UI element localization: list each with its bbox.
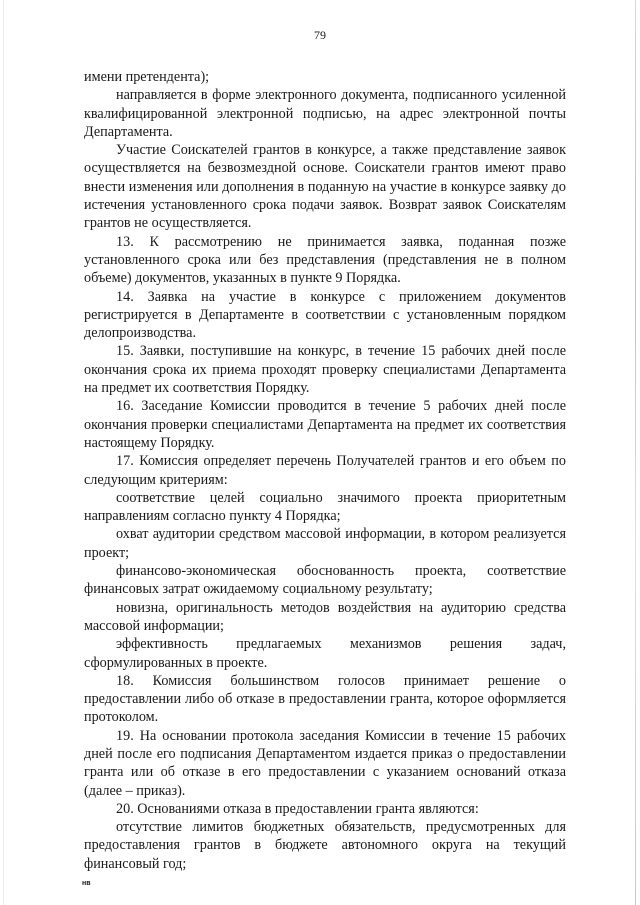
paragraph-15: 15. Заявки, поступившие на конкурс, в течение 15 рабочих дней после окончания срока их приема проходят проверку специалистами Департамента на предмет их соответствия Порядку.: [84, 343, 566, 397]
paragraph-18: 18. Комиссия большинством голосов принимает решение о предоставлении либо об отказе в предоставлении гранта, которое оформляется протоколом.: [84, 672, 566, 726]
paragraph-continuation: имени претендента);: [84, 69, 210, 85]
paragraph-13: 13. К рассмотрению не принимается заявка, поданная позже установленного срока или без представления (представления не в полном объеме) документов, указанных в пункте 9 Порядка.: [84, 233, 566, 287]
criterion-novelty: новизна, оригинальность методов воздействия на аудиторию средства массовой информации;: [84, 599, 566, 634]
criterion-effectiveness: эффективность предлагаемых механизмов решения задач, сформулированных в проекте.: [84, 636, 566, 671]
scan-edge-left: [3, 0, 4, 905]
paragraph-14: 14. Заявка на участие в конкурсе с приложением документов регистрируется в Департаменте в соответствии с установленным порядком делопроизводства.: [84, 288, 566, 342]
scan-edge-right: [635, 0, 636, 905]
paragraph-16: 16. Заседание Комиссии проводится в течение 5 рабочих дней после окончания проверки специалистами Департамента на предмет их соответствия настоящему Порядку.: [84, 398, 566, 451]
criterion-financial: финансово-экономическая обоснованность проекта, соответствие финансовых затрат ожидаемому социальному результату;: [84, 563, 566, 598]
criterion-audience: охват аудитории средством массовой информации, в котором реализуется проект;: [84, 526, 566, 561]
paragraph-submission-method: направляется в форме электронного документа, подписанного усиленной квалифицированной электронной подписью, на адрес электронной почты Департамента.: [84, 87, 566, 140]
paragraph-20: 20. Основаниями отказа в предоставлении гранта являются:: [116, 800, 479, 817]
page-number: 79: [314, 28, 326, 42]
paragraph-participation-free: Участие Соискателей грантов в конкурсе, а также представление заявок осуществляется на безвозмездной основе. Соискатели грантов имеют право внести изменения или дополнения в поданную на участие в конкурсе заявку до истечения установленного срока подачи заявок. Возврат заявок Соискателям грантов не осуществляется.: [84, 142, 566, 232]
paragraph-17: 17. Комиссия определяет перечень Получателей грантов и его объем по следующим критериям:: [84, 453, 566, 488]
paragraph-19: 19. На основании протокола заседания Комиссии в течение 15 рабочих дней после его подписания Департаментом издается приказ о предоставлении гранта или об отказе в его предоставлении с указанием оснований отказа (далее – приказ).: [84, 727, 566, 799]
footer-initials-mark: нв: [82, 880, 91, 887]
document-body: [84, 68, 566, 873]
criterion-goals: соответствие целей социально значимого проекта приоритетным направлениям согласно пункту 4 Порядка;: [84, 489, 566, 525]
refusal-ground-budget: отсутствие лимитов бюджетных обязательств, предусмотренных для предоставления грантов в бюджете автономного округа на текущий финансовый год;: [84, 819, 566, 872]
